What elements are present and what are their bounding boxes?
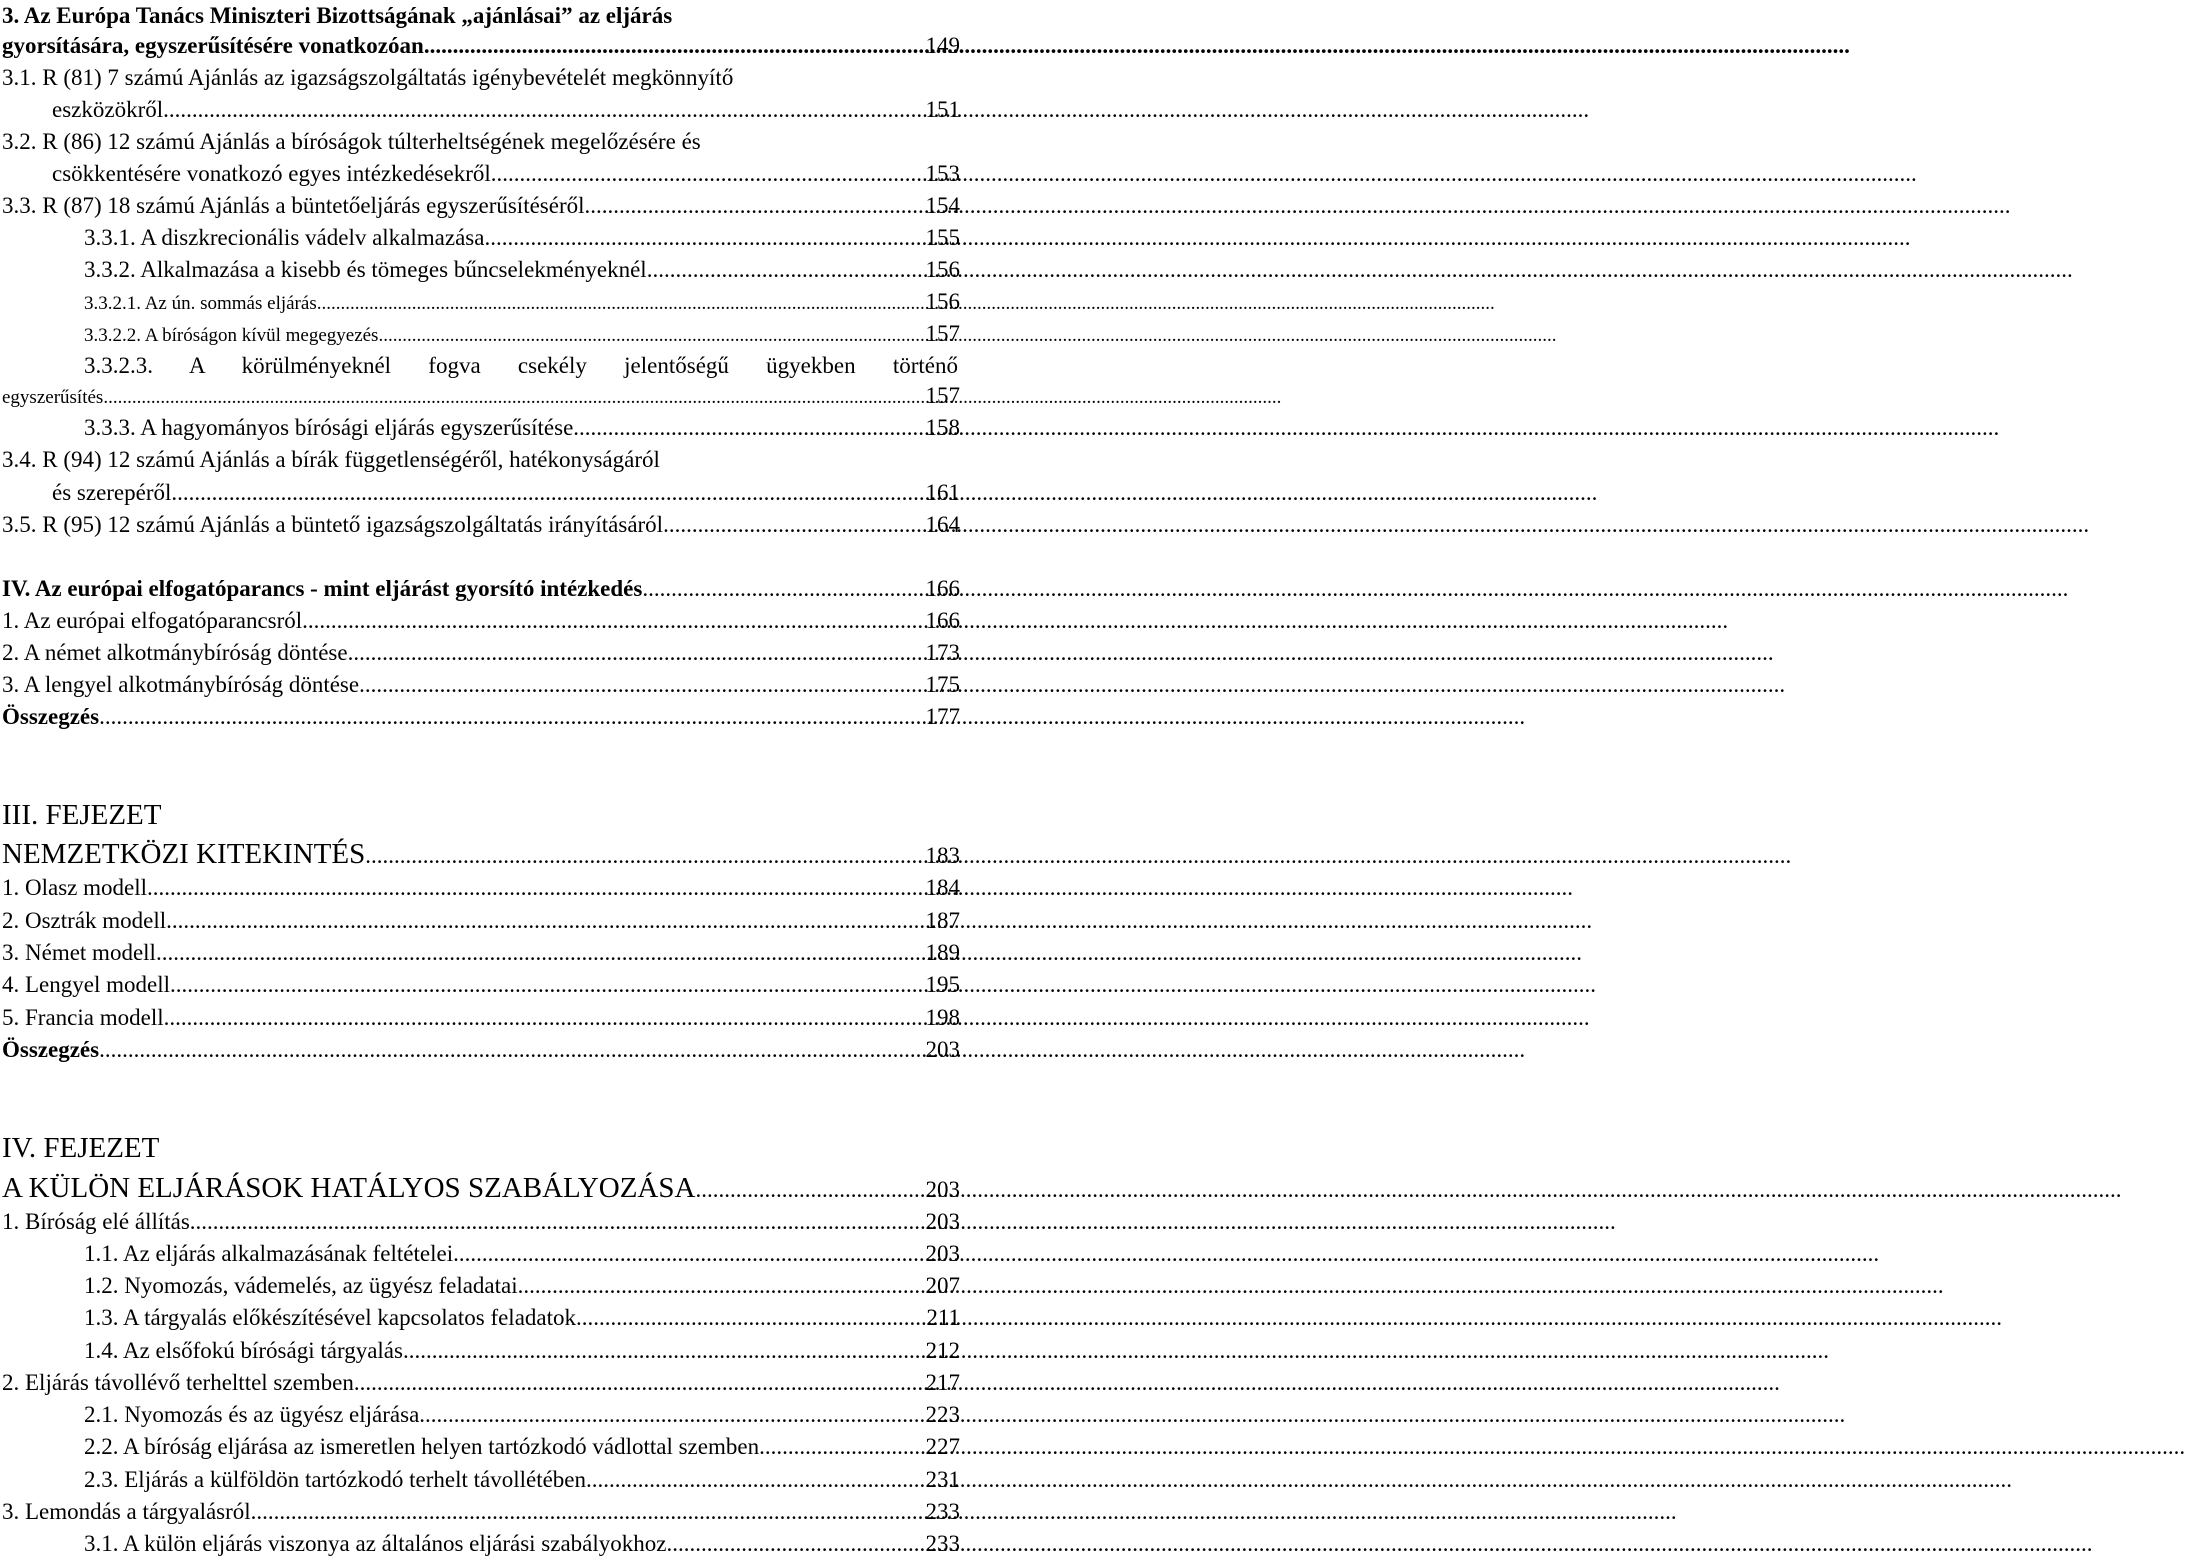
toc-entry-title: 4. Lengyel modell xyxy=(2,972,170,997)
toc-entry[interactable] xyxy=(2,669,960,701)
toc-entry[interactable] xyxy=(84,1464,960,1496)
toc-entry-title: 3.3.2. Alkalmazása a kisebb és tömeges bűncselekményeknél xyxy=(84,257,647,282)
toc-entry[interactable] xyxy=(2,905,960,937)
toc-entry[interactable] xyxy=(2,190,960,222)
toc-entry[interactable] xyxy=(2,1002,960,1034)
toc-entry[interactable] xyxy=(84,1528,960,1560)
dot-leader xyxy=(163,94,923,126)
toc-entry-title: 2. Eljárás távollévő terhelttel szemben xyxy=(2,1370,354,1395)
toc-entry-title: csökkentésére vonatkozó egyes intézkedésekről xyxy=(52,161,491,186)
toc-entry[interactable] xyxy=(84,1431,960,1463)
toc-page-number: 212 xyxy=(925,1338,960,1363)
toc-page-number: 156 xyxy=(925,289,960,314)
toc-entry[interactable] xyxy=(84,412,960,444)
toc-entry[interactable] xyxy=(2,701,960,733)
toc-page-number: 231 xyxy=(925,1467,960,1492)
toc-page-number: 166 xyxy=(925,608,960,633)
toc-page-number: 207 xyxy=(925,1273,960,1298)
toc-entry-title: Összegzés xyxy=(2,1037,100,1062)
toc-page-number: 203 xyxy=(925,1177,960,1202)
toc-entry[interactable] xyxy=(84,1335,960,1367)
toc-entry-title: 3.5. R (95) 12 számú Ajánlás a büntető igazságszolgáltatás irányításáról xyxy=(2,512,664,537)
dot-leader xyxy=(666,1528,923,1560)
toc-page-number: 195 xyxy=(925,972,960,997)
toc-page-number: 157 xyxy=(925,383,960,408)
dot-leader xyxy=(403,1335,924,1367)
toc-entry-title: 3.3. R (87) 18 számú Ajánlás a büntetőeljárás egyszerűsítéséről xyxy=(2,193,585,218)
toc-entry[interactable] xyxy=(52,477,960,509)
dot-leader xyxy=(354,1367,924,1399)
dot-leader xyxy=(695,1172,923,1208)
toc-page-number: 233 xyxy=(925,1531,960,1556)
dot-leader xyxy=(251,1496,924,1528)
dot-leader xyxy=(99,701,923,733)
toc-page-number: 223 xyxy=(925,1402,960,1427)
toc-entry-title: 3.3.2.1. Az ún. sommás eljárás xyxy=(84,293,317,314)
toc-entry[interactable] xyxy=(2,1367,960,1399)
toc-entry-title: 1.1. Az eljárás alkalmazásának feltételei xyxy=(84,1241,454,1266)
toc-entry[interactable] xyxy=(2,605,960,637)
toc-entry-title: 5. Francia modell xyxy=(2,1005,164,1030)
toc-page-number: 217 xyxy=(925,1370,960,1395)
dot-leader xyxy=(518,1270,924,1302)
dot-leader xyxy=(576,1302,924,1334)
chapter-title: A KÜLÖN ELJÁRÁSOK HATÁLYOS SZABÁLYOZÁSA xyxy=(2,1172,696,1204)
chapter-title-entry[interactable] xyxy=(2,1170,960,1206)
toc-page-number: 187 xyxy=(925,908,960,933)
toc-page-number: 177 xyxy=(925,704,960,729)
toc-entry-title: 3. Lemondás a tárgyalásról xyxy=(2,1499,251,1524)
toc-entry[interactable] xyxy=(84,1399,960,1431)
dot-leader xyxy=(647,254,924,286)
dot-leader xyxy=(99,1034,923,1066)
toc-entry[interactable] xyxy=(84,286,960,318)
toc-entry-title: eszközökről xyxy=(52,97,164,122)
dot-leader xyxy=(484,222,923,254)
toc-page-number: 157 xyxy=(925,321,960,346)
dot-leader xyxy=(348,637,924,669)
toc-page-number: 198 xyxy=(925,1005,960,1030)
toc-page-number: 158 xyxy=(925,415,960,440)
toc-page-number: 151 xyxy=(925,97,960,122)
toc-page-number: 161 xyxy=(925,480,960,505)
toc-page-number: 175 xyxy=(925,672,960,697)
toc-page-number: 155 xyxy=(925,225,960,250)
chapter-title-entry[interactable] xyxy=(2,836,960,872)
dot-leader xyxy=(302,605,923,637)
dot-leader xyxy=(103,382,923,414)
dot-leader xyxy=(166,905,923,937)
table-of-contents xyxy=(2,0,960,1561)
toc-entry-title: 1.3. A tárgyalás előkészítésével kapcsolatos feladatok xyxy=(84,1305,577,1330)
toc-entry[interactable] xyxy=(84,222,960,254)
toc-entry-title: 1.4. Az elsőfokú bírósági tárgyalás xyxy=(84,1338,403,1363)
toc-entry-title: 1. Bíróság elé állítás xyxy=(2,1209,190,1234)
toc-page-number: 227 xyxy=(925,1434,960,1459)
chapter-label: III. FEJEZET xyxy=(2,799,162,831)
toc-page-number: 211 xyxy=(926,1305,960,1330)
toc-entry-title: 3.1. A külön eljárás viszonya az általános eljárási szabályokhoz xyxy=(84,1531,667,1556)
toc-page-number: 189 xyxy=(925,940,960,965)
toc-entry-title: 1. Az európai elfogatóparancsról xyxy=(2,608,303,633)
dot-leader xyxy=(585,190,924,222)
toc-entry-line1: 3.4. R (94) 12 számú Ajánlás a bírák függetlenségéről, hatékonyságáról xyxy=(2,447,660,472)
toc-entry-title: 1.2. Nyomozás, vádemelés, az ügyész feladatai xyxy=(84,1273,518,1298)
chapter-label: IV. FEJEZET xyxy=(2,1132,160,1164)
toc-entry[interactable] xyxy=(2,969,960,1001)
toc-page-number: 203 xyxy=(925,1037,960,1062)
dot-leader xyxy=(663,509,923,541)
dot-leader xyxy=(317,288,924,320)
toc-entry[interactable] xyxy=(84,318,960,350)
toc-entry[interactable] xyxy=(2,380,960,412)
chapter-title: NEMZETKÖZI KITEKINTÉS xyxy=(2,838,366,870)
dot-leader xyxy=(491,158,924,190)
toc-entry-title: 3. A lengyel alkotmánybíróság döntése xyxy=(2,672,360,697)
toc-entry[interactable] xyxy=(52,94,960,126)
toc-heading-entry[interactable] xyxy=(2,30,960,62)
toc-entry-title: 2. Osztrák modell xyxy=(2,908,167,933)
toc-entry-title: és szerepéről xyxy=(52,480,172,505)
toc-entry-title: gyorsítására, egyszerűsítésére vonatkozóan xyxy=(2,33,424,58)
toc-entry[interactable] xyxy=(2,637,960,669)
toc-page-number: 203 xyxy=(925,1241,960,1266)
toc-entry[interactable] xyxy=(2,1206,960,1238)
toc-entry[interactable] xyxy=(84,1302,960,1334)
toc-entry[interactable] xyxy=(2,872,960,904)
toc-page-number: 184 xyxy=(925,875,960,900)
toc-entry[interactable] xyxy=(84,1270,960,1302)
toc-entry-title: 1. Olasz modell xyxy=(2,875,147,900)
toc-entry[interactable] xyxy=(2,1034,960,1066)
dot-leader xyxy=(365,838,923,874)
dot-leader xyxy=(759,1431,923,1463)
toc-page-number: 166 xyxy=(925,576,960,601)
toc-entry-title: 2.2. A bíróság eljárása az ismeretlen helyen tartózkodó vádlottal szemben xyxy=(84,1434,760,1459)
dot-leader xyxy=(171,477,923,509)
toc-page-number: 154 xyxy=(925,193,960,218)
toc-entry[interactable] xyxy=(2,509,960,541)
dot-leader xyxy=(642,573,923,605)
dot-leader xyxy=(586,1464,923,1496)
toc-page-number: 164 xyxy=(925,512,960,537)
toc-entry[interactable] xyxy=(52,158,960,190)
dot-leader xyxy=(378,320,923,352)
dot-leader xyxy=(424,30,924,62)
toc-entry-title: 3. Német modell xyxy=(2,940,156,965)
dot-leader xyxy=(419,1399,923,1431)
toc-entry-title: 2.1. Nyomozás és az ügyész eljárása xyxy=(84,1402,420,1427)
toc-entry-title: IV. Az európai elfogatóparancs - mint eljárást gyorsító intézkedés xyxy=(2,576,643,601)
toc-page-number: 156 xyxy=(925,257,960,282)
dot-leader xyxy=(156,937,924,969)
toc-entry[interactable] xyxy=(84,254,960,286)
toc-entry-title: Összegzés xyxy=(2,704,100,729)
dot-leader xyxy=(164,1002,924,1034)
dot-leader xyxy=(170,969,924,1001)
toc-entry-title: egyszerűsítés xyxy=(2,387,104,408)
dot-leader xyxy=(359,669,923,701)
toc-entry-title: 2. A német alkotmánybíróság döntése xyxy=(2,640,348,665)
toc-page-number: 149 xyxy=(925,33,960,58)
toc-entry-line1: 3.3.2.3. A körülményeknél fogva csekély jelentőségű ügyekben történő xyxy=(84,353,958,378)
toc-heading-entry[interactable] xyxy=(2,573,960,605)
toc-page-number: 233 xyxy=(925,1499,960,1524)
toc-page-number: 153 xyxy=(925,161,960,186)
toc-heading-line1: 3. Az Európa Tanács Miniszteri Bizottságának „ajánlásai” az eljárás xyxy=(2,3,673,28)
toc-entry-title: 3.3.1. A diszkrecionális vádelv alkalmazása xyxy=(84,225,485,250)
dot-leader xyxy=(147,872,924,904)
dot-leader xyxy=(190,1206,924,1238)
toc-page-number: 173 xyxy=(925,640,960,665)
toc-page-number: 203 xyxy=(925,1209,960,1234)
toc-entry[interactable] xyxy=(2,1496,960,1528)
toc-entry-title: 3.3.3. A hagyományos bírósági eljárás egyszerűsítése xyxy=(84,415,574,440)
toc-page-number: 183 xyxy=(925,843,960,868)
toc-entry[interactable] xyxy=(2,937,960,969)
toc-entry-title: 3.3.2.2. A bíróságon kívül megegyezés xyxy=(84,325,379,346)
toc-entry[interactable] xyxy=(84,1238,960,1270)
toc-entry-line1: 3.1. R (81) 7 számú Ajánlás az igazságszolgáltatás igénybevételét megkönnyítő xyxy=(2,65,734,90)
toc-entry-title: 2.3. Eljárás a külföldön tartózkodó terhelt távollétében xyxy=(84,1467,587,1492)
dot-leader xyxy=(573,412,923,444)
toc-entry-line1: 3.2. R (86) 12 számú Ajánlás a bíróságok túlterheltségének megelőzésére és xyxy=(2,129,701,154)
dot-leader xyxy=(453,1238,923,1270)
